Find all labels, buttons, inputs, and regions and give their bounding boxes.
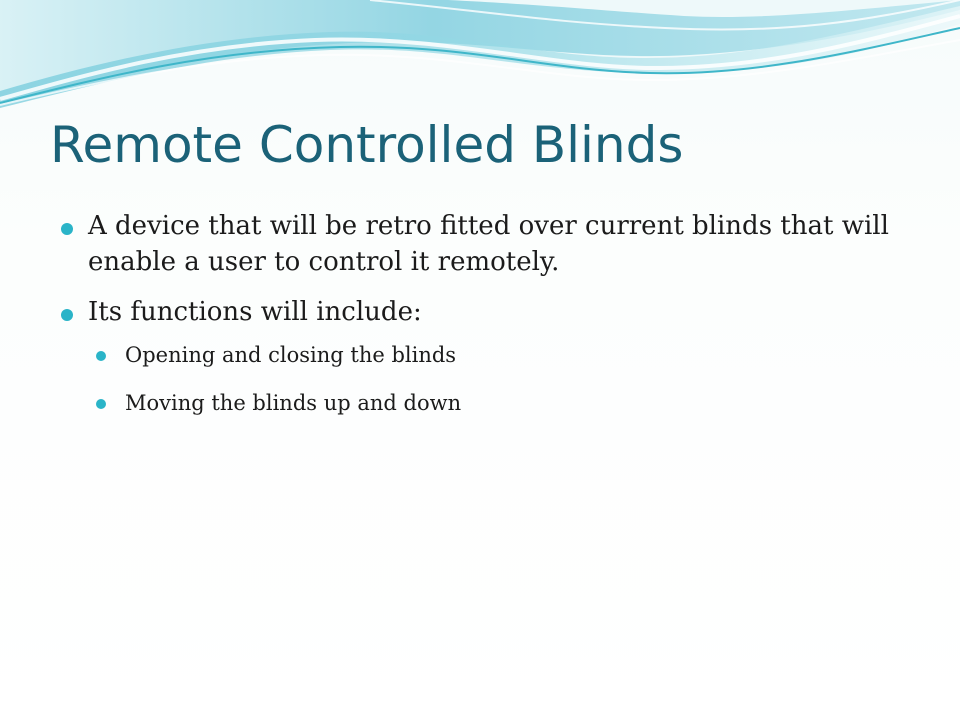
bullet-item-device	[58, 208, 918, 280]
bullet-item-functions	[58, 294, 918, 420]
main-bullet-list	[58, 208, 918, 420]
bullet-text-functions: Its functions will include:	[88, 297, 422, 327]
sub-bullet-moving	[96, 386, 918, 420]
slide-content	[58, 208, 918, 434]
slide-title: Remote Controlled Blinds	[50, 116, 684, 174]
sub-bullet-text-moving: Moving the blinds up and down	[125, 391, 462, 415]
bullet-text-device: A device that will be retro fitted over current blinds that will enable a user to control it remotely.	[88, 211, 889, 277]
functions-sub-list	[96, 338, 918, 420]
sub-bullet-text-opening-closing: Opening and closing the blinds	[125, 343, 457, 367]
sub-bullet-opening-closing	[96, 338, 918, 372]
top-wave-decoration	[0, 0, 960, 115]
